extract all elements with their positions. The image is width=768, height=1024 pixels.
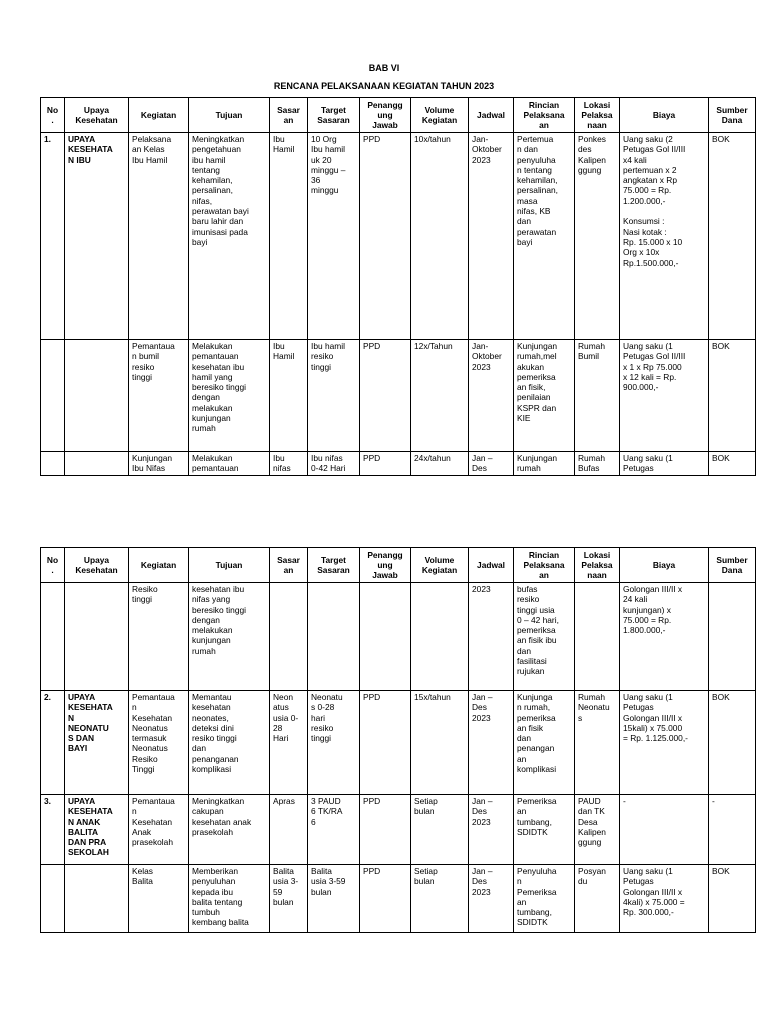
cell-kegiatan: Pemantaua n Kesehatan Anak prasekolah (129, 795, 189, 865)
table-row (41, 865, 756, 933)
table-header-row (41, 98, 756, 133)
header-tujuan: Tujuan (189, 98, 270, 133)
cell-no (41, 452, 65, 476)
cell-volume: 24x/tahun (411, 452, 469, 476)
header-no: No . (41, 548, 65, 583)
cell-tujuan: Melakukan pemantauan (189, 452, 270, 476)
header-rincian-pelaksanaan: Rincian Pelaksana an (514, 548, 575, 583)
cell-rincian: Kunjungan rumah (514, 452, 575, 476)
cell-volume: 15x/tahun (411, 691, 469, 795)
cell-volume: Setiap bulan (411, 795, 469, 865)
cell-lokasi: PAUD dan TK Desa Kalipen ggung (575, 795, 620, 865)
cell-upaya (65, 583, 129, 691)
cell-upaya: UPAYA KESEHATA N ANAK BALITA DAN PRA SEKOLAH (65, 795, 129, 865)
cell-upaya: UPAYA KESEHATA N NEONATU S DAN BAYI (65, 691, 129, 795)
cell-upaya (65, 340, 129, 452)
cell-penanggung: PPD (360, 133, 411, 340)
cell-target: 3 PAUD 6 TK/RA 6 (308, 795, 360, 865)
cell-tujuan: Melakukan pemantauan kesehatan ibu hamil yang beresiko tinggi dengan melakukan kunjungan rumah (189, 340, 270, 452)
header-lokasi-pelaksanaan: Lokasi Pelaksa naan (575, 98, 620, 133)
cell-sasaran: Ibu Hamil (270, 340, 308, 452)
cell-jadwal: 2023 (469, 583, 514, 691)
document-title: RENCANA PELAKSANAAN KEGIATAN TAHUN 2023 (273, 81, 495, 91)
cell-no: 3. (41, 795, 65, 865)
cell-sumber (709, 583, 756, 691)
cell-target: Balita usia 3-59 bulan (308, 865, 360, 933)
cell-sumber: BOK (709, 452, 756, 476)
cell-target: 10 Org Ibu hamil uk 20 minggu – 36 minggu (308, 133, 360, 340)
header-sasaran: Sasar an (270, 98, 308, 133)
cell-upaya: UPAYA KESEHATA N IBU (65, 133, 129, 340)
cell-rincian: Pertemua n dan penyuluha n tentang kehamilan, persalinan, masa nifas, KB dan perawatan bayi (514, 133, 575, 340)
header-rincian-pelaksanaan: Rincian Pelaksana an (514, 98, 575, 133)
cell-sasaran: Ibu nifas (270, 452, 308, 476)
cell-no: 1. (41, 133, 65, 340)
cell-no: 2. (41, 691, 65, 795)
header-target-sasaran: Target Sasaran (308, 548, 360, 583)
cell-kegiatan: Pemantaua n Kesehatan Neonatus termasuk Neonatus Resiko Tinggi (129, 691, 189, 795)
header-penanggung-jawab: Penangg ung Jawab (360, 98, 411, 133)
cell-biaya: Uang saku (1 Petugas Golongan III/II x 15kali) x 75.000 = Rp. 1.125.000,- (620, 691, 709, 795)
cell-sasaran: Ibu Hamil (270, 133, 308, 340)
cell-penanggung: PPD (360, 865, 411, 933)
cell-lokasi: Rumah Bufas (575, 452, 620, 476)
cell-penanggung: PPD (360, 452, 411, 476)
cell-lokasi (575, 583, 620, 691)
cell-sumber: BOK (709, 865, 756, 933)
cell-biaya: Uang saku (1 Petugas (620, 452, 709, 476)
header-biaya: Biaya (620, 548, 709, 583)
cell-jadwal: Jan – Des 2023 (469, 691, 514, 795)
table-row (41, 133, 756, 340)
cell-sasaran: Balita usia 3- 59 bulan (270, 865, 308, 933)
cell-upaya (65, 452, 129, 476)
cell-penanggung (360, 583, 411, 691)
table-row (41, 340, 756, 452)
cell-volume (411, 583, 469, 691)
table-row (41, 691, 756, 795)
cell-kegiatan: Kunjungan Ibu Nifas (129, 452, 189, 476)
header-penanggung-jawab: Penangg ung Jawab (360, 548, 411, 583)
cell-no (41, 865, 65, 933)
cell-lokasi: Posyan du (575, 865, 620, 933)
header-sumber-dana: Sumber Dana (709, 548, 756, 583)
header-volume-kegiatan: Volume Kegiatan (411, 98, 469, 133)
cell-target: Ibu nifas 0-42 Hari (308, 452, 360, 476)
cell-tujuan: Meningkatkan pengetahuan ibu hamil tentang kehamilan, persalinan, nifas, perawatan bayi baru lahir dan imunisasi pada bayi (189, 133, 270, 340)
cell-jadwal: Jan – Des (469, 452, 514, 476)
cell-jadwal: Jan- Oktober 2023 (469, 133, 514, 340)
cell-kegiatan: Pelaksana an Kelas Ibu Hamil (129, 133, 189, 340)
cell-biaya: Uang saku (1 Petugas Gol II/III x 1 x Rp 75.000 x 12 kali = Rp. 900.000,- (620, 340, 709, 452)
header-kegiatan: Kegiatan (129, 548, 189, 583)
cell-biaya: - (620, 795, 709, 865)
header-kegiatan: Kegiatan (129, 98, 189, 133)
cell-penanggung: PPD (360, 691, 411, 795)
cell-sumber: - (709, 795, 756, 865)
cell-sasaran: Neon atus usia 0- 28 Hari (270, 691, 308, 795)
cell-rincian: Pemeriksa an tumbang, SDIDTK (514, 795, 575, 865)
cell-tujuan: Meningkatkan cakupan kesehatan anak prasekolah (189, 795, 270, 865)
header-sasaran: Sasar an (270, 548, 308, 583)
cell-rincian: bufas resiko tinggi usia 0 – 42 hari, pemeriksa an fisik ibu dan fasilitasi rujukan (514, 583, 575, 691)
cell-tujuan: Memberikan penyuluhan kepada ibu balita tentang tumbuh kembang balita (189, 865, 270, 933)
cell-biaya: Uang saku (2 Petugas Gol II/III x4 kali pertemuan x 2 angkatan x Rp 75.000 = Rp. 1.200.000,- Konsumsi : Nasi kotak : Rp. 15.000 x 10 Org x 10x Rp.1.500.000,- (620, 133, 709, 340)
header-no: No . (41, 98, 65, 133)
cell-lokasi: Rumah Neonatu s (575, 691, 620, 795)
cell-sumber: BOK (709, 133, 756, 340)
cell-jadwal: Jan – Des 2023 (469, 865, 514, 933)
header-jadwal: Jadwal (469, 548, 514, 583)
cell-tujuan: kesehatan ibu nifas yang beresiko tinggi dengan melakukan kunjungan rumah (189, 583, 270, 691)
cell-jadwal: Jan- Oktober 2023 (469, 340, 514, 452)
cell-upaya (65, 865, 129, 933)
cell-sumber: BOK (709, 340, 756, 452)
cell-volume: 10x/tahun (411, 133, 469, 340)
cell-rincian: Kunjunga n rumah, pemeriksa an fisik dan penangan an komplikasi (514, 691, 575, 795)
header-jadwal: Jadwal (469, 98, 514, 133)
header-upaya-kesehatan: Upaya Kesehatan (65, 548, 129, 583)
cell-lokasi: Rumah Bumil (575, 340, 620, 452)
cell-sasaran: Apras (270, 795, 308, 865)
activity-plan-table-page-1 (40, 97, 756, 476)
cell-biaya: Golongan III/II x 24 kali kunjungan) x 75.000 = Rp. 1.800.000,- (620, 583, 709, 691)
cell-kegiatan: Resiko tinggi (129, 583, 189, 691)
header-sumber-dana: Sumber Dana (709, 98, 756, 133)
cell-penanggung: PPD (360, 340, 411, 452)
cell-sasaran (270, 583, 308, 691)
header-lokasi-pelaksanaan: Lokasi Pelaksa naan (575, 548, 620, 583)
cell-no (41, 583, 65, 691)
header-upaya-kesehatan: Upaya Kesehatan (65, 98, 129, 133)
cell-lokasi: Ponkes des Kalipen ggung (575, 133, 620, 340)
cell-target: Ibu hamil resiko tinggi (308, 340, 360, 452)
cell-jadwal: Jan – Des 2023 (469, 795, 514, 865)
table-row (41, 795, 756, 865)
cell-biaya: Uang saku (1 Petugas Golongan III/II x 4kali) x 75.000 = Rp. 300.000,- (620, 865, 709, 933)
cell-volume: 12x/Tahun (411, 340, 469, 452)
cell-no (41, 340, 65, 452)
header-volume-kegiatan: Volume Kegiatan (411, 548, 469, 583)
cell-penanggung: PPD (360, 795, 411, 865)
cell-tujuan: Memantau kesehatan neonates, deteksi dini resiko tinggi dan penanganan komplikasi (189, 691, 270, 795)
header-biaya: Biaya (620, 98, 709, 133)
activity-plan-table-page-2 (40, 547, 756, 933)
cell-volume: Setiap bulan (411, 865, 469, 933)
cell-target (308, 583, 360, 691)
chapter-heading: BAB VI (368, 63, 400, 73)
table-row (41, 452, 756, 476)
header-target-sasaran: Target Sasaran (308, 98, 360, 133)
cell-kegiatan: Pemantaua n bumil resiko tinggi (129, 340, 189, 452)
table-row (41, 583, 756, 691)
table-header-row (41, 548, 756, 583)
cell-rincian: Kunjungan rumah,mel akukan pemeriksa an fisik, penilaian KSPR dan KIE (514, 340, 575, 452)
header-tujuan: Tujuan (189, 548, 270, 583)
cell-target: Neonatu s 0-28 hari resiko tinggi (308, 691, 360, 795)
cell-kegiatan: Kelas Balita (129, 865, 189, 933)
cell-rincian: Penyuluha n Pemeriksa an tumbang, SDIDTK (514, 865, 575, 933)
cell-sumber: BOK (709, 691, 756, 795)
